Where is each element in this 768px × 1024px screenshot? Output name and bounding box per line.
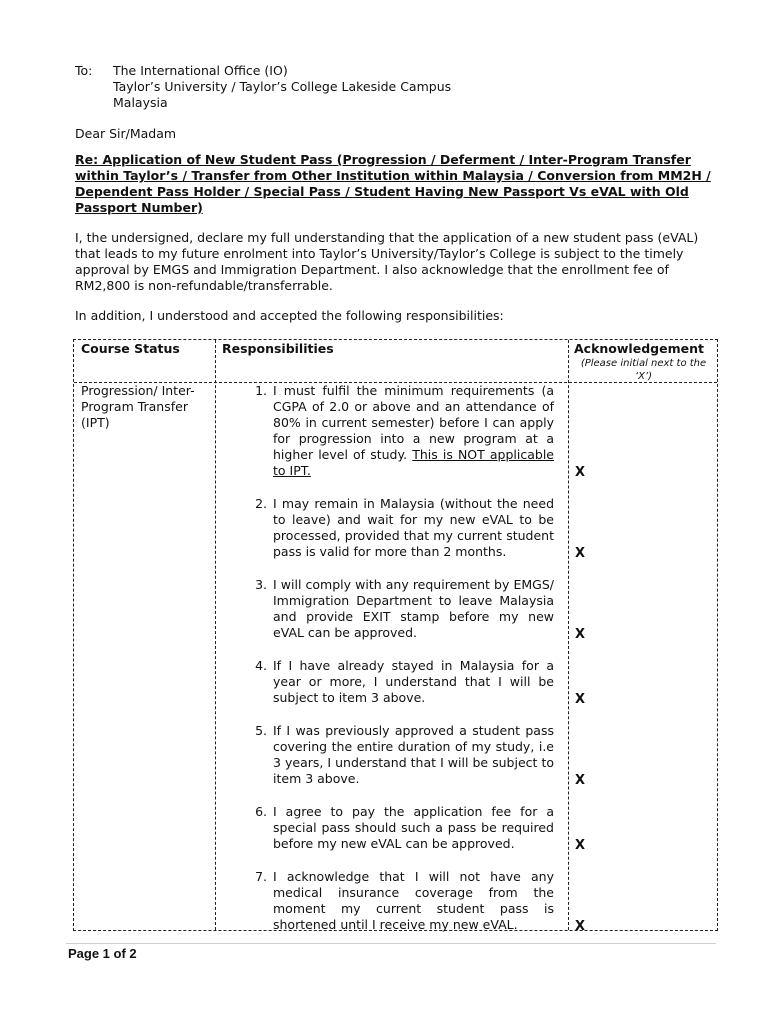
column-divider bbox=[568, 340, 569, 930]
responsibilities-intro: In addition, I understood and accepted the following responsibilities: bbox=[75, 308, 504, 323]
header-responsibilities: Responsibilities bbox=[222, 341, 334, 356]
responsibility-item bbox=[242, 723, 554, 787]
responsibility-item bbox=[242, 383, 554, 479]
acknowledgement-mark: X bbox=[575, 773, 586, 788]
acknowledgement-mark: X bbox=[575, 919, 586, 934]
item-text bbox=[273, 577, 554, 641]
responsibilities-table bbox=[73, 339, 718, 934]
to-label: To: bbox=[75, 63, 93, 78]
item-text bbox=[273, 383, 554, 479]
item-text bbox=[273, 804, 554, 852]
acknowledgement-mark: X bbox=[575, 546, 586, 561]
item-text bbox=[273, 496, 554, 560]
item-text-main: I acknowledge that I will not have any medical insurance coverage from the moment my current student pass is shortened until I receive my new eVAL. bbox=[273, 869, 554, 932]
header-acknowledgement: Acknowledgement bbox=[574, 341, 704, 356]
address-line: Taylor’s University / Taylor’s College Lakeside Campus bbox=[113, 79, 452, 94]
acknowledgement-note: (Please initial next to the ‘X’) bbox=[580, 358, 707, 382]
item-text-main: If I have already stayed in Malaysia for a year or more, I understand that I will be subject to item 3 above. bbox=[273, 658, 554, 705]
address-line: The International Office (IO) bbox=[113, 63, 288, 78]
declaration-paragraph: I, the undersigned, declare my full understanding that the application of a new student pass (eVAL) that leads to my future enrolment into Taylor’s University/Taylor’s College is subject to the timely approval by EMGS and Immigration Department. I also acknowledge that the enrollment fee of RM2,800 is non-refundable/transferrable. bbox=[75, 230, 699, 293]
recipient-address bbox=[75, 63, 451, 111]
item-number: 6. bbox=[255, 804, 267, 819]
salutation: Dear Sir/Madam bbox=[75, 126, 177, 141]
page-number: Page 1 of 2 bbox=[68, 946, 137, 961]
responsibility-item bbox=[242, 869, 554, 933]
item-text bbox=[273, 723, 554, 787]
acknowledgement-mark: X bbox=[575, 627, 586, 642]
item-text-main: If I was previously approved a student pass covering the entire duration of my study, i.e 3 years, I understand that I will be subject to item 3 above. bbox=[273, 723, 554, 786]
acknowledgement-mark: X bbox=[575, 465, 586, 480]
responsibility-item bbox=[242, 804, 554, 852]
acknowledgement-mark: X bbox=[575, 838, 586, 853]
responsibility-item bbox=[242, 496, 554, 560]
item-number: 7. bbox=[255, 869, 267, 884]
item-text-main: I agree to pay the application fee for a special pass should such a pass be required before my new eVAL can be approved. bbox=[273, 804, 554, 851]
item-number: 3. bbox=[255, 577, 267, 592]
item-number: 1. bbox=[255, 383, 267, 398]
header-course-status: Course Status bbox=[81, 341, 180, 356]
responsibility-list bbox=[242, 383, 554, 933]
responsibility-item bbox=[242, 577, 554, 641]
address-line: Malaysia bbox=[113, 95, 168, 110]
footer-divider bbox=[66, 943, 716, 944]
column-divider bbox=[215, 340, 216, 930]
item-text-main: I may remain in Malaysia (without the need to leave) and wait for my new eVAL to be processed, provided that my current student pass is valid for more than 2 months. bbox=[273, 496, 554, 559]
item-text-main: I will comply with any requirement by EMGS/ Immigration Department to leave Malaysia and provide EXIT stamp before my new eVAL can be approved. bbox=[273, 577, 554, 640]
acknowledgement-mark: X bbox=[575, 692, 586, 707]
subject-line: Re: Application of New Student Pass (Progression / Deferment / Inter-Program Transfer within Taylor’s / Transfer from Other Institution within Malaysia / Conversion from MM2H / Dependent Pass Holder / Special Pass / Student Having New Passport Vs eVAL with Old Passport Number) bbox=[75, 152, 711, 215]
item-number: 4. bbox=[255, 658, 267, 673]
item-text-emphasis: This is NOT applicable to IPT. bbox=[273, 447, 554, 478]
course-status-cell: Progression/ Inter-Program Transfer (IPT) bbox=[81, 383, 195, 430]
item-number: 5. bbox=[255, 723, 267, 738]
item-text bbox=[273, 658, 554, 706]
item-text-main: I must fulfil the minimum requirements (a CGPA of 2.0 or above and an attendance of 80% in current semester) before I can apply for progression into a new program at a higher level of study. bbox=[273, 383, 554, 462]
item-text bbox=[273, 869, 554, 933]
responsibility-item bbox=[242, 658, 554, 706]
item-number: 2. bbox=[255, 496, 267, 511]
